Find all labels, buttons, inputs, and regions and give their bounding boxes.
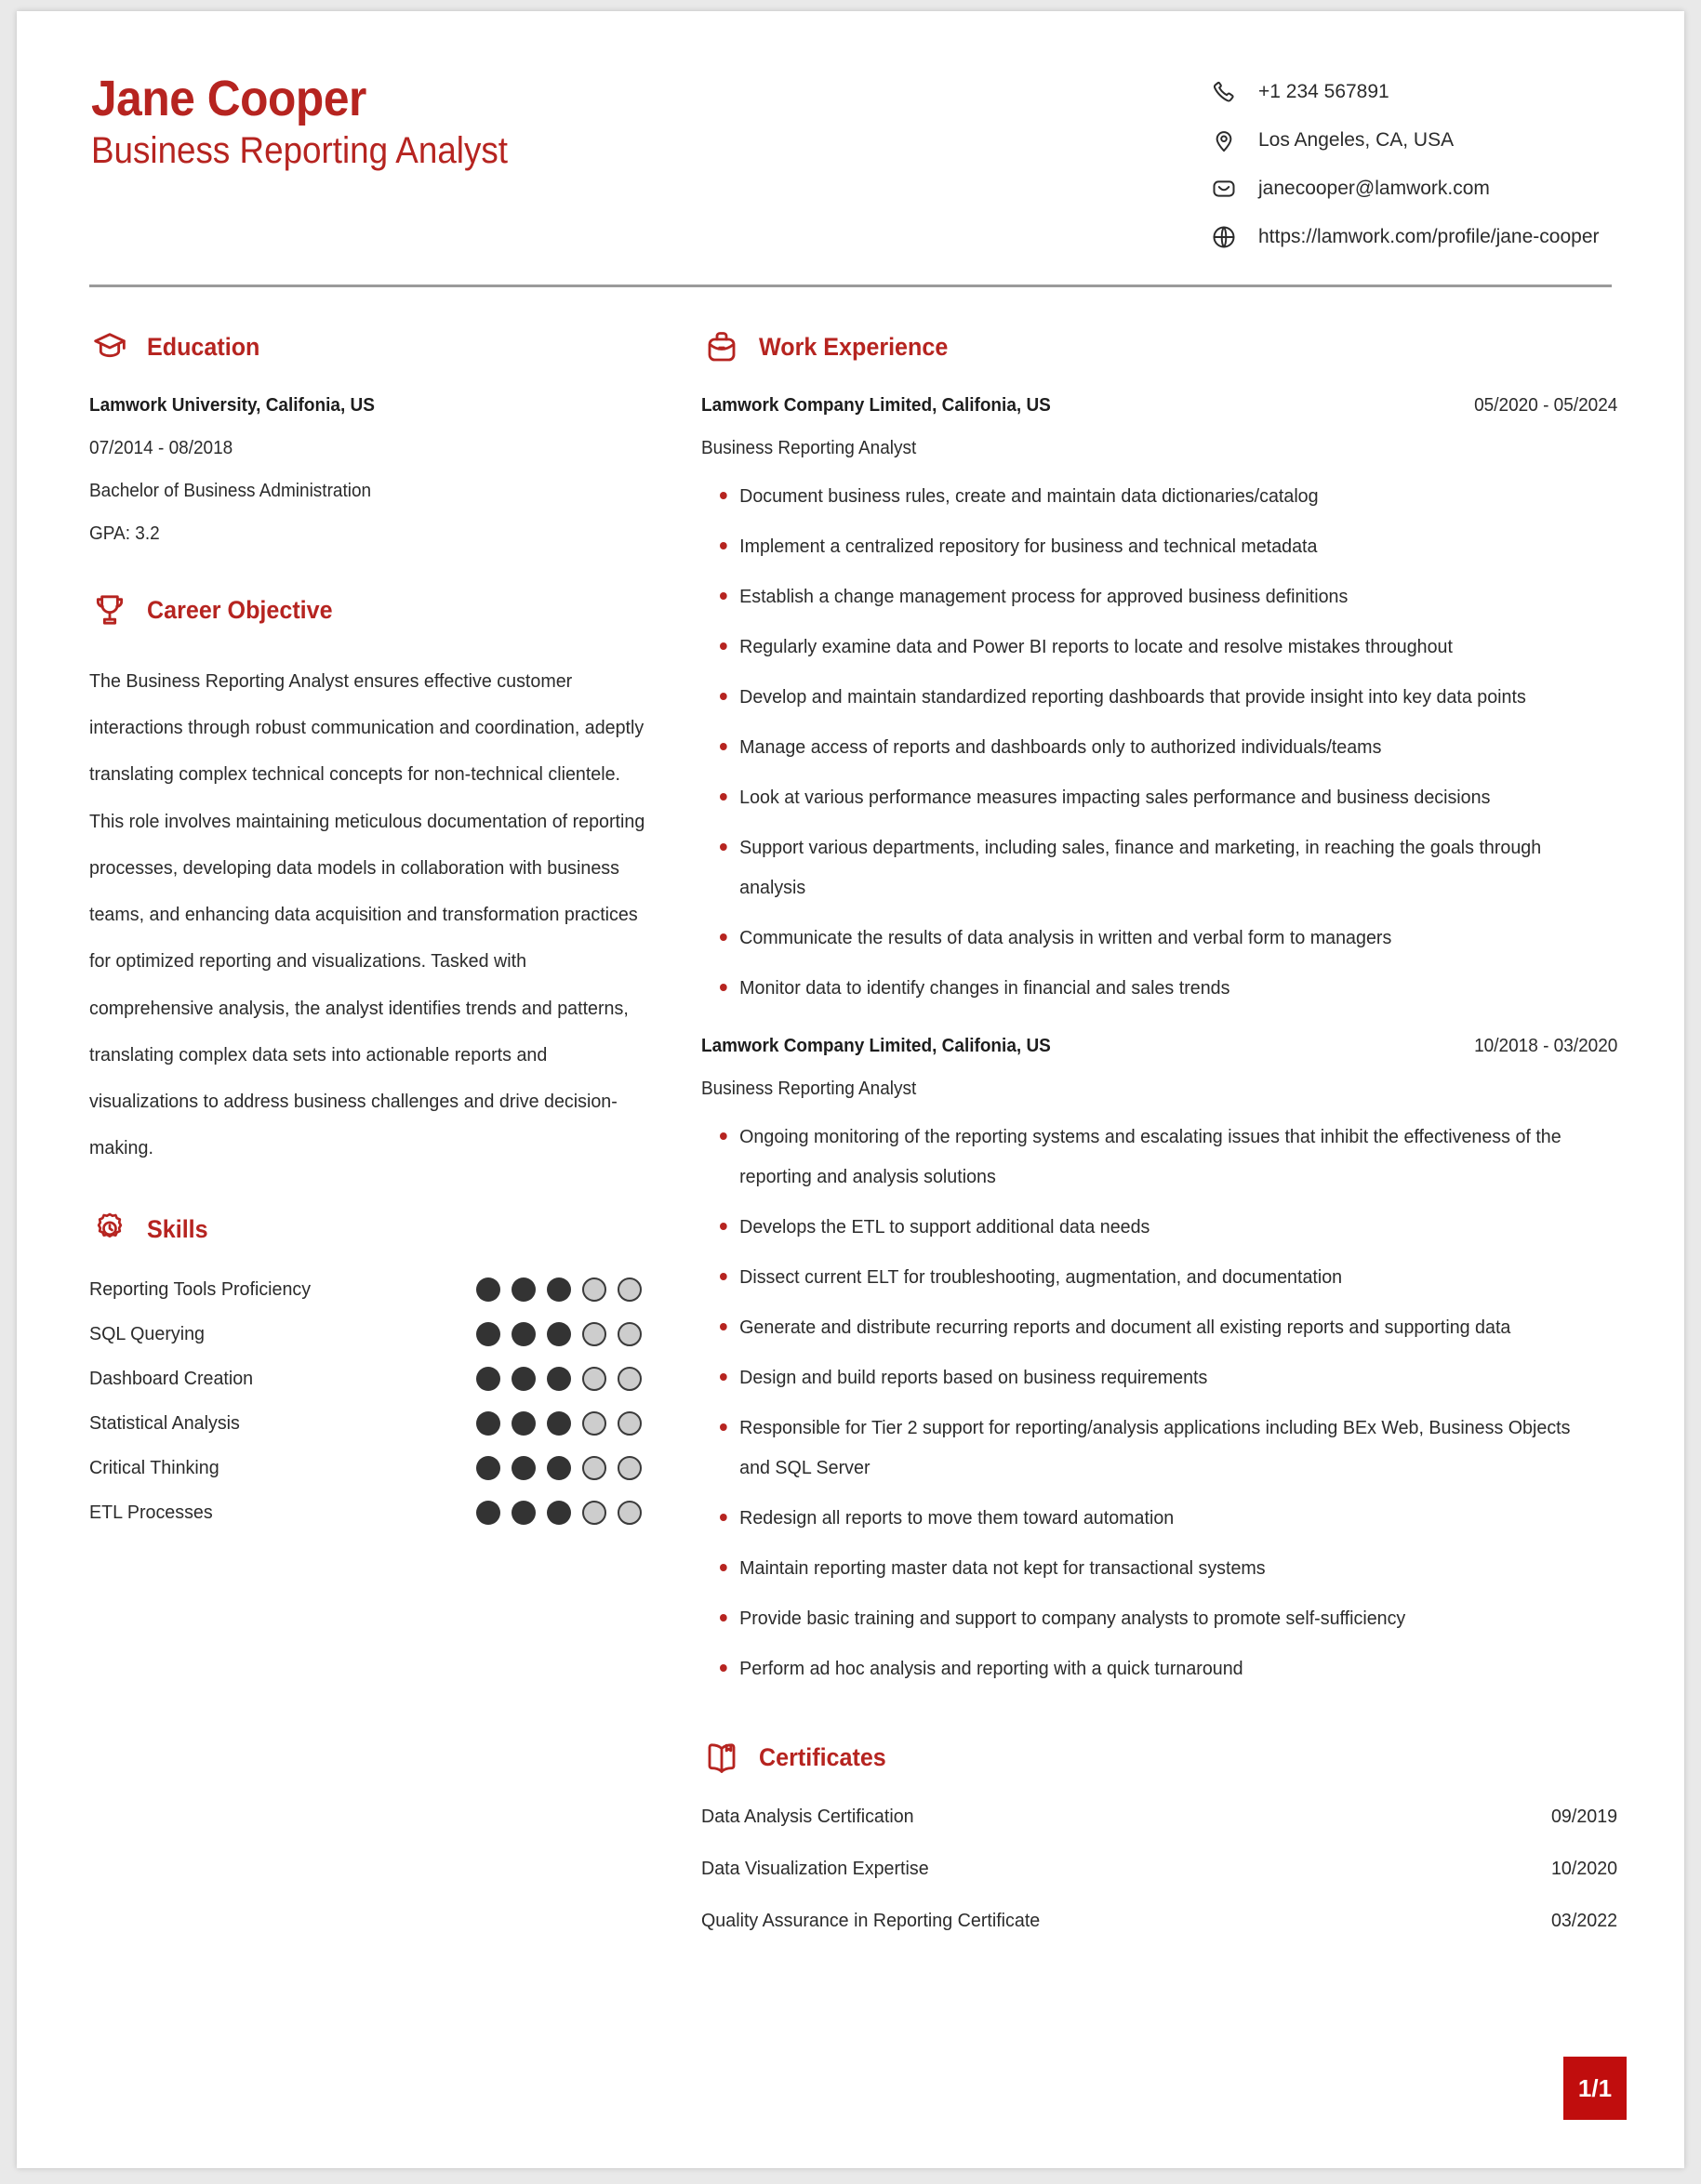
contact-phone-text: +1 234 567891	[1258, 81, 1389, 102]
contact-email-text: janecooper@lamwork.com	[1258, 178, 1490, 199]
skill-dot-filled	[512, 1322, 536, 1346]
skill-dot-empty	[618, 1277, 642, 1302]
header-divider	[89, 285, 1612, 287]
career-objective-heading	[89, 589, 653, 630]
career-objective-text: The Business Reporting Analyst ensures effective customer interactions through robust communication and coordination, adeptly translating complex technical concepts for non-technical clientele. This role involves maintaining meticulous documentation of reporting processes, developing data models in collaboration with business teams, and enhancing data acquisition and transformation practices for optimized reporting and visualizations. Tasked with comprehensive analysis, the analyst identifies trends and patterns, translating complex data sets into actionable reports and visualizations to address business challenges and drive decision-making.	[89, 670, 645, 1159]
skill-dot-empty	[618, 1456, 642, 1480]
skill-rating-dots	[476, 1277, 653, 1302]
job-company: Lamwork Company Limited, Califonia, US	[701, 1035, 1051, 1056]
job-role: Business Reporting Analyst	[701, 1078, 917, 1099]
skill-name: Reporting Tools Proficiency	[89, 1278, 312, 1301]
job-role: Business Reporting Analyst	[701, 438, 917, 458]
open-book-icon	[701, 1737, 742, 1778]
certificate-date: 10/2020	[1550, 1858, 1617, 1880]
briefcase-icon	[701, 326, 742, 367]
job-company: Lamwork Company Limited, Califonia, US	[701, 395, 1051, 416]
certificate-name: Quality Assurance in Reporting Certificate	[701, 1910, 1041, 1932]
job-dates: 05/2020 - 05/2024	[1473, 395, 1617, 416]
phone-icon	[1210, 78, 1238, 106]
skill-dot-empty	[582, 1456, 606, 1480]
contact-row-website	[1210, 223, 1610, 251]
skill-dot-empty	[618, 1322, 642, 1346]
job-bullet: Provide basic training and support to company analysts to promote self-sufficiency	[720, 1598, 1581, 1638]
skills-title: Skills	[147, 1214, 208, 1243]
job-bullet: Perform ad hoc analysis and reporting with a quick turnaround	[720, 1648, 1581, 1688]
career-objective-section	[89, 589, 653, 1171]
job-bullet: Look at various performance measures impacting sales performance and business decisions	[720, 777, 1581, 817]
certificate-date: 03/2022	[1550, 1910, 1617, 1932]
job-bullet: Redesign all reports to move them toward automation	[720, 1498, 1581, 1538]
education-school: Lamwork University, Califonia, US	[89, 395, 375, 416]
skill-dot-filled	[476, 1456, 500, 1480]
skill-rating-dots	[476, 1456, 653, 1480]
job-header	[701, 1036, 1617, 1057]
education-gpa: GPA: 3.2	[89, 523, 160, 544]
job-bullet-list	[701, 476, 1617, 1009]
work-experience-section	[701, 326, 1617, 1688]
job-bullet: Maintain reporting master data not kept for transactional systems	[720, 1548, 1581, 1588]
job-bullet: Ongoing monitoring of the reporting systems and escalating issues that inhibit the effectiveness of the reporting and analysis solutions	[720, 1117, 1581, 1197]
email-icon	[1210, 175, 1238, 203]
skill-dot-filled	[547, 1411, 571, 1436]
job-bullet: Establish a change management process for approved business definitions	[720, 576, 1581, 616]
skill-dot-empty	[582, 1277, 606, 1302]
contact-block	[1210, 78, 1617, 251]
education-dates: 07/2014 - 08/2018	[89, 438, 233, 458]
skill-row	[89, 1411, 653, 1436]
skill-dot-filled	[476, 1322, 500, 1346]
skill-row	[89, 1456, 653, 1480]
job-dates: 10/2018 - 03/2020	[1473, 1035, 1617, 1056]
skill-rating-dots	[476, 1411, 653, 1436]
skill-dot-filled	[547, 1456, 571, 1480]
contact-row-email	[1210, 175, 1610, 203]
resume-header	[84, 56, 1617, 251]
certificate-date: 09/2019	[1550, 1806, 1617, 1828]
skill-dot-filled	[512, 1277, 536, 1302]
skill-dot-empty	[582, 1367, 606, 1391]
work-experience-title: Work Experience	[759, 332, 949, 361]
job-bullet: Monitor data to identify changes in financial and sales trends	[720, 968, 1581, 1008]
job-bullet: Communicate the results of data analysis in written and verbal form to managers	[720, 918, 1581, 958]
certificates-list	[701, 1806, 1617, 1932]
skill-name: ETL Processes	[89, 1502, 213, 1524]
skill-dot-empty	[618, 1367, 642, 1391]
skill-dot-filled	[512, 1411, 536, 1436]
career-objective-title: Career Objective	[147, 595, 333, 624]
certificate-row	[701, 1858, 1617, 1880]
job-bullet: Regularly examine data and Power BI reports to locate and resolve mistakes throughout	[720, 627, 1581, 667]
skill-dot-filled	[476, 1411, 500, 1436]
right-column	[679, 326, 1617, 1962]
skill-dot-filled	[512, 1501, 536, 1525]
skill-dot-filled	[547, 1277, 571, 1302]
skill-dot-filled	[476, 1367, 500, 1391]
skill-dot-filled	[547, 1367, 571, 1391]
jobs-list	[701, 395, 1617, 1688]
skill-dot-empty	[582, 1322, 606, 1346]
job-bullet: Document business rules, create and maintain data dictionaries/catalog	[720, 476, 1581, 516]
education-section	[89, 326, 653, 545]
skill-row	[89, 1277, 653, 1302]
certificates-heading	[701, 1737, 1617, 1778]
skill-name: Dashboard Creation	[89, 1368, 254, 1390]
contact-location-text: Los Angeles, CA, USA	[1258, 129, 1455, 151]
job-spacer	[701, 1019, 1617, 1036]
gear-clock-icon	[89, 1209, 130, 1250]
work-experience-entry	[701, 1036, 1617, 1689]
contact-row-location	[1210, 126, 1610, 154]
location-icon	[1210, 126, 1238, 154]
skill-name: Statistical Analysis	[89, 1412, 240, 1435]
resume-page	[17, 11, 1684, 2168]
skill-name: Critical Thinking	[89, 1457, 219, 1479]
job-bullet: Develop and maintain standardized reporting dashboards that provide insight into key data points	[720, 677, 1581, 717]
skill-rating-dots	[476, 1367, 653, 1391]
skill-dot-empty	[618, 1501, 642, 1525]
work-experience-heading	[701, 326, 1617, 367]
skill-dot-empty	[582, 1501, 606, 1525]
job-bullet: Responsible for Tier 2 support for reporting/analysis applications including BEx Web, Business Objects and SQL Server	[720, 1408, 1581, 1488]
certificates-section	[701, 1737, 1617, 1932]
education-degree: Bachelor of Business Administration	[89, 481, 372, 501]
skill-row	[89, 1367, 653, 1391]
trophy-icon	[89, 589, 130, 630]
skill-dot-filled	[512, 1367, 536, 1391]
certificate-name: Data Analysis Certification	[701, 1806, 914, 1828]
skills-heading	[89, 1209, 653, 1250]
job-bullet: Implement a centralized repository for business and technical metadata	[720, 526, 1581, 566]
education-heading	[89, 326, 653, 367]
education-title: Education	[147, 332, 260, 361]
job-bullet: Manage access of reports and dashboards only to authorized individuals/teams	[720, 727, 1581, 767]
skill-dot-empty	[618, 1411, 642, 1436]
contact-website-text: https://lamwork.com/profile/jane-cooper	[1258, 226, 1600, 247]
skill-row	[89, 1501, 653, 1525]
job-header	[701, 395, 1617, 417]
identity-block	[84, 73, 544, 172]
graduation-cap-icon	[89, 326, 130, 367]
job-bullet: Dissect current ELT for troubleshooting, augmentation, and documentation	[720, 1257, 1581, 1297]
certificate-name: Data Visualization Expertise	[701, 1858, 929, 1880]
certificate-row	[701, 1910, 1617, 1932]
profile-job-title: Business Reporting Analyst	[91, 129, 508, 171]
job-bullet: Generate and distribute recurring reports and document all existing reports and supporting data	[720, 1307, 1581, 1347]
page-title: Jane Cooper	[91, 71, 366, 126]
globe-icon	[1210, 223, 1238, 251]
skill-dot-filled	[547, 1501, 571, 1525]
certificates-title: Certificates	[759, 1742, 886, 1771]
job-bullet: Support various departments, including sales, finance and marketing, in reaching the goals through analysis	[720, 827, 1581, 907]
skill-name: SQL Querying	[89, 1323, 205, 1345]
skill-dot-filled	[476, 1277, 500, 1302]
certificate-row	[701, 1806, 1617, 1828]
work-experience-entry	[701, 395, 1617, 1009]
left-column	[84, 326, 679, 1545]
skill-dot-empty	[582, 1411, 606, 1436]
skills-section	[89, 1209, 653, 1525]
job-bullet: Develops the ETL to support additional data needs	[720, 1207, 1581, 1247]
skill-dot-filled	[476, 1501, 500, 1525]
skill-dot-filled	[547, 1322, 571, 1346]
skill-row	[89, 1322, 653, 1346]
skill-rating-dots	[476, 1501, 653, 1525]
page-indicator-badge: 1/1	[1563, 2057, 1627, 2120]
skills-list	[89, 1277, 653, 1525]
skill-rating-dots	[476, 1322, 653, 1346]
job-bullet: Design and build reports based on business requirements	[720, 1357, 1581, 1397]
contact-row-phone	[1210, 78, 1610, 106]
skill-dot-filled	[512, 1456, 536, 1480]
job-bullet-list	[701, 1117, 1617, 1689]
